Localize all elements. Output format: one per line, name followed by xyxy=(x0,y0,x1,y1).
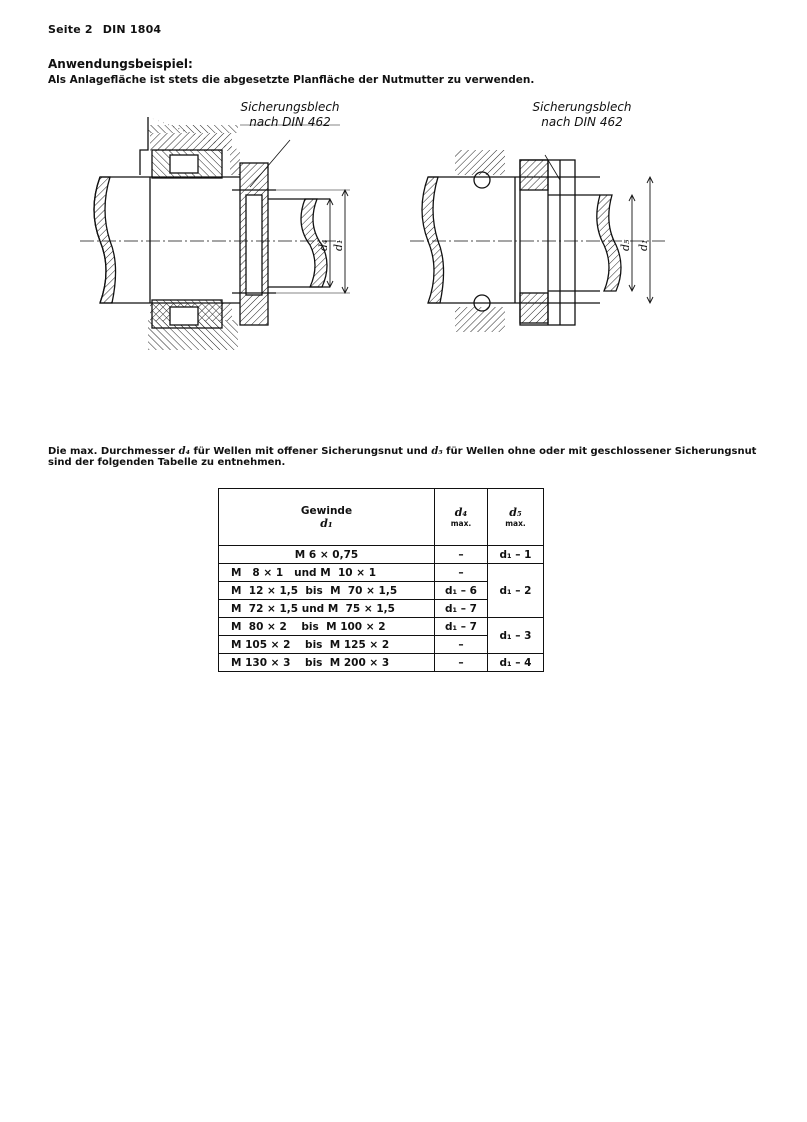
thread-diameter-table xyxy=(218,488,544,672)
right-callout-line1: Sicherungsblech xyxy=(532,100,632,114)
header-d4: d₄ max. xyxy=(435,489,488,546)
table-row: M 72 × 1,5 und M 75 × 1,5 d₁ – 7 xyxy=(219,600,544,618)
page-header xyxy=(48,23,161,36)
technical-drawing xyxy=(0,95,807,375)
right-dim-d5: d₅ xyxy=(619,239,632,251)
table-row: M 12 × 1,5 bis M 70 × 1,5 d₁ – 6 xyxy=(219,582,544,600)
right-dim-d1: d₁ xyxy=(637,239,650,251)
table-header-row xyxy=(219,489,544,546)
table-row: M 80 × 2 bis M 100 × 2 d₁ – 7 d₁ – 3 xyxy=(219,618,544,636)
section-heading: Anwendungsbeispiel: xyxy=(48,57,193,71)
standard-number: DIN 1804 xyxy=(102,23,162,36)
table-note: Die max. Durchmesser d₄ für Wellen mit offener Sicherungsnut und d₅ für Wellen ohne oder mit geschlossener Sicherungsnut sind der folgenden Tabelle zu entnehmen. xyxy=(48,446,757,468)
left-dim-d1: d₁ xyxy=(332,239,345,251)
symbol-d4: d₄ xyxy=(178,446,190,457)
table-row: M 105 × 2 bis M 125 × 2 – xyxy=(219,636,544,654)
left-dim-d4: d₄ xyxy=(317,239,330,251)
table-row: M 8 × 1 und M 10 × 1 – d₁ – 2 xyxy=(219,564,544,582)
left-callout-line2: nach DIN 462 xyxy=(249,115,331,129)
left-assembly-drawing xyxy=(80,117,350,350)
intro-text: Als Anlagefläche ist stets die abgesetzte Planfläche der Nutmutter zu verwenden. xyxy=(48,74,535,86)
page-number: Seite 2 xyxy=(48,23,93,36)
right-callout-line2: nach DIN 462 xyxy=(541,115,623,129)
header-d5: d₅ max. xyxy=(488,489,544,546)
symbol-d5: d₅ xyxy=(431,446,443,457)
table-row: M 130 × 3 bis M 200 × 3 – d₁ – 4 xyxy=(219,654,544,672)
table-row: M 6 × 0,75 – d₁ – 1 xyxy=(219,546,544,564)
header-thread: Gewinde d₁ xyxy=(219,489,435,546)
left-callout-line1: Sicherungsblech xyxy=(240,100,340,114)
